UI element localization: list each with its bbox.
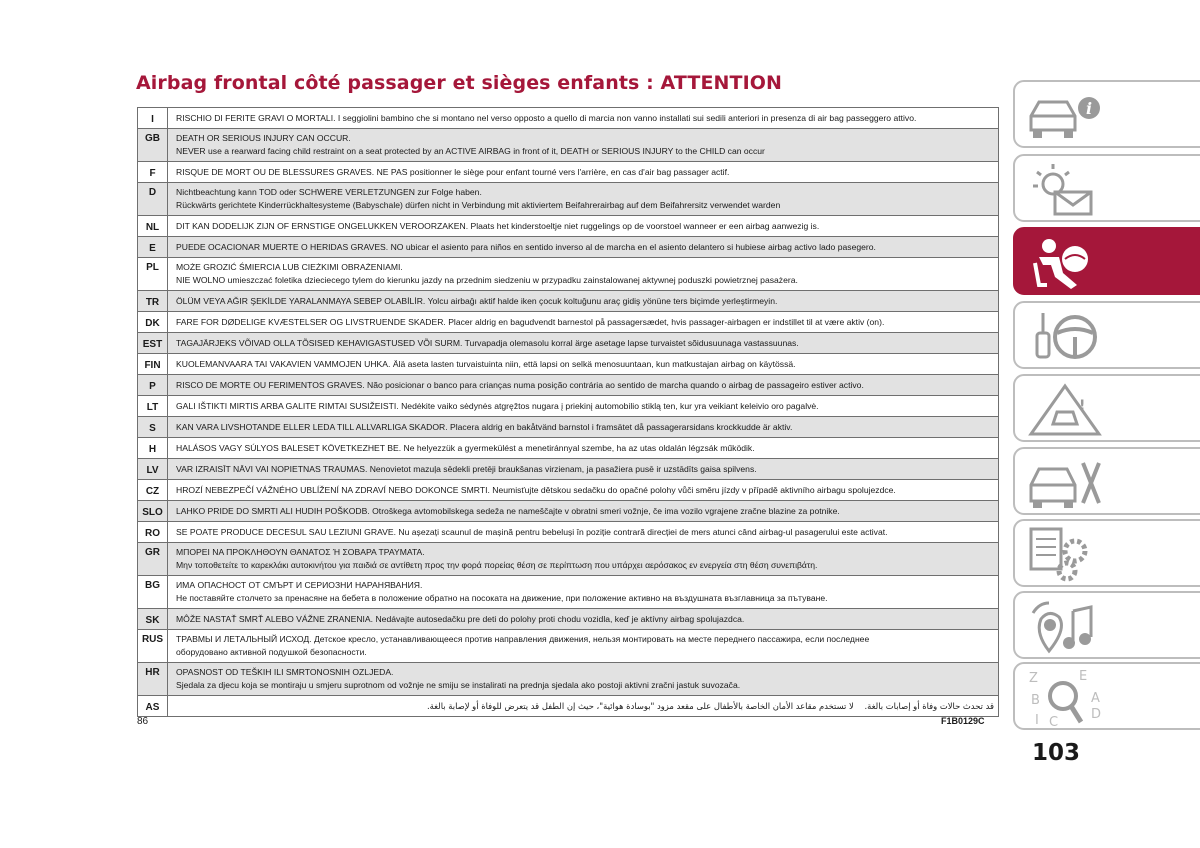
language-code: LT	[138, 396, 168, 417]
table-row	[138, 438, 999, 459]
car-info-icon	[1025, 86, 1105, 146]
warning-text	[168, 237, 999, 258]
svg-text:E: E	[1079, 669, 1088, 684]
warning-instruction: Rückwärts gerichtete Kinderrückhaltesysteme (Babyschale) dürfen nicht in Verbindung mit aktiviertem Beifahrerairbag auf dem Beifahrersitz verwendet warden	[176, 200, 781, 210]
language-code: E	[138, 237, 168, 258]
warning-text	[168, 183, 999, 216]
language-code: TR	[138, 291, 168, 312]
table-row	[138, 576, 999, 609]
warning-heading: Nichtbeachtung kann TOD oder SCHWERE VERLETZUNGEN zur Folge haben.	[176, 187, 482, 197]
side-tab-maintenance[interactable]	[1013, 519, 1200, 587]
airbag-passenger-icon	[1025, 233, 1105, 293]
language-code: HR	[138, 663, 168, 696]
key-steering-wheel-icon	[1025, 307, 1105, 367]
side-tab-safety-airbag[interactable]	[1013, 227, 1200, 295]
warning-text	[168, 630, 999, 663]
warning-text	[168, 696, 999, 717]
language-code: CZ	[138, 480, 168, 501]
warning-heading: ИМА ОПАСНОСТ ОТ СМЪРТ И СЕРИОЗНИ НАРАНЯВАНИЯ.	[176, 580, 423, 590]
svg-text:B: B	[1031, 693, 1040, 708]
warning-heading: قد تحدث حالات وفاة أو إصابات بالغة.	[864, 700, 994, 711]
warning-text	[168, 108, 999, 129]
language-code: EST	[138, 333, 168, 354]
table-row	[138, 543, 999, 576]
warning-heading: RISCO DE MORTE OU FERIMENTOS GRAVES.	[176, 379, 365, 390]
side-tab-index[interactable]	[1013, 662, 1200, 730]
figure-code: F1B0129C	[941, 716, 985, 726]
side-tab-warning-lights[interactable]	[1013, 374, 1200, 442]
table-row	[138, 312, 999, 333]
warning-instruction: I seggiolini bambino che si montano nel verso opposto a quello di marcia non vanno installati sui sedili anteriori in presenza di air bag passeggero attivo.	[337, 112, 917, 123]
table-row	[138, 183, 999, 216]
language-code: SK	[138, 609, 168, 630]
warning-heading: PUEDE OCACIONAR MUERTE O HERIDAS GRAVES.	[176, 241, 389, 252]
svg-text:Z: Z	[1029, 671, 1038, 686]
warning-text	[168, 162, 999, 183]
warning-text	[168, 576, 999, 609]
warning-text	[168, 375, 999, 396]
lights-message-icon	[1025, 160, 1105, 220]
warning-heading: FARE FOR DØDELIGE KVÆSTELSER OG LIVSTRUENDE SKADER.	[176, 316, 446, 327]
svg-text:!: !	[1079, 398, 1086, 414]
warning-text	[168, 609, 999, 630]
warning-text	[168, 501, 999, 522]
language-code: GR	[138, 543, 168, 576]
warning-table	[137, 107, 999, 717]
table-row	[138, 108, 999, 129]
warning-instruction: Nenovietot mazuļa sēdekli pretēji braukšanas virzienam, ja pasažiera pusē ir uzstādīts gaisa spilvens.	[369, 463, 757, 474]
warning-heading: HROZÍ NEBEZPEČÍ VÁŽNÉHO UBLÍŽENÍ NA ZDRAVÍ NEBO DOKONCE SMRTI.	[176, 484, 490, 495]
warning-heading: RISCHIO DI FERITE GRAVI O MORTALI.	[176, 112, 336, 123]
svg-text:i: i	[1086, 99, 1093, 118]
warning-text	[168, 396, 999, 417]
warning-heading: LAHKO PRIDE DO SMRTI ALI HUDIH POŠKODB.	[176, 505, 370, 516]
warning-instruction: Yolcu airbağı aktif halde iken çocuk koltuğunu araç gidiş yönüne ters biçimde yerleştirmeyin.	[427, 295, 778, 306]
warning-heading: KUOLEMANVAARA TAI VAKAVIEN VAMMOJEN UHKA.	[176, 358, 391, 369]
language-code: DK	[138, 312, 168, 333]
table-row	[138, 459, 999, 480]
warning-text	[168, 459, 999, 480]
warning-instruction: Placer aldrig en bagudvendt barnestol på passagersædet, hvis passager-airbagen er indstillet til at være aktiv (on).	[448, 316, 885, 327]
warning-instruction: Детское кресло, устанавливающееся против направления движения, нельзя монтировать на месте переднего пассажира, если последнее	[313, 634, 870, 644]
multimedia-icon	[1025, 597, 1105, 657]
warning-text	[168, 417, 999, 438]
table-row	[138, 216, 999, 237]
warning-instruction: Neumisťujte dětskou sedačku do opačné polohy vůči směru jízdy v případě aktivního airbagu spolujezdce.	[492, 484, 896, 495]
warning-heading: OPASNOST OD TEŠKIH ILI SMRTONOSNIH OZLJEDA.	[176, 667, 394, 677]
warning-instruction: Plaats het kinderstoeltje niet ruggelings op de voorstoel wanneer er een airbag aanwezig is.	[470, 220, 820, 231]
side-tab-vehicle-info[interactable]	[1013, 80, 1200, 148]
language-code: PL	[138, 258, 168, 291]
warning-instruction: NE PAS positionner le siège pour enfant tourné vers l'arrière, en cas d'air bag passager actif.	[376, 166, 730, 177]
gears-specs-icon	[1025, 525, 1105, 585]
warning-instruction: Nu așezați scaunul de mașină pentru bebeluși în poziție contrară direcției de mers atunci când airbag-ul pasagerului este activat.	[398, 526, 888, 537]
language-code: F	[138, 162, 168, 183]
warning-instruction: Μην τοποθετείτε το καρεκλάκι αυτοκινήτου για παιδιά σε αντίθετη προς την φορά πορείας θέση σε περίπτωση που υπάρχει αερόσακος εν ενεργεία στη θέση συνεπιβάτη.	[176, 560, 818, 570]
warning-text	[168, 129, 999, 162]
table-row	[138, 258, 999, 291]
language-code: P	[138, 375, 168, 396]
warning-text	[168, 333, 999, 354]
table-row	[138, 663, 999, 696]
warning-instruction: Otroškega avtomobilskega sedeža ne nameščajte v obratni smeri vožnje, če ima vozilo vgrajene zračne blazine za potnike.	[372, 505, 840, 516]
warning-heading: GALI IŠTIKTI MIRTIS ARBA GALITE RIMTAI SUSIŽEISTI.	[176, 400, 399, 411]
language-code: AS	[138, 696, 168, 717]
page-number-right: 103	[1032, 740, 1081, 766]
side-tab-emergency[interactable]	[1013, 447, 1200, 515]
warning-heading: HALÁSOS VAGY SÚLYOS BALESET KÖVETKEZHET BE.	[176, 442, 402, 453]
warning-heading: MOŻE GROZIĆ ŚMIERCIA LUB CIEŻKIMI OBRAŻENIAMI.	[176, 262, 403, 272]
warning-text	[168, 291, 999, 312]
warning-text	[168, 663, 999, 696]
warning-instruction: Sjedala za djecu koja se montiraju u smjeru suprotnom od vožnje ne smiju se instalirati na prednja sjedala ako postoji aktivni zračni jastuk suvozača.	[176, 680, 741, 690]
warning-heading: DIT KAN DODELIJK ZIJN OF ERNSTIGE ONGELUKKEN VEROORZAKEN.	[176, 220, 469, 231]
table-row	[138, 333, 999, 354]
warning-heading: SE POATE PRODUCE DECESUL SAU LEZIUNI GRAVE.	[176, 526, 396, 537]
warning-instruction: NIE WOLNO umieszczać foletika dzieciecego tylem do kierunku jazdy na przednim siedzeniu w przypadku zainstalowanej aktywnej poduszki powietrznej pasażera.	[176, 275, 798, 285]
warning-instruction: لا تستخدم مقاعد الأمان الخاصة بالأطفال على مقعد مزود "بوسادة هوائية"، حيث إن الطفل قد يتعرض للوفاة أو لإصابة بالغة.	[426, 700, 854, 711]
table-row	[138, 696, 999, 717]
language-code: NL	[138, 216, 168, 237]
side-tab-lights-messages[interactable]	[1013, 154, 1200, 222]
language-code: RUS	[138, 630, 168, 663]
warning-text	[168, 480, 999, 501]
svg-text:D: D	[1091, 707, 1102, 722]
language-code: SLO	[138, 501, 168, 522]
warning-text	[168, 438, 999, 459]
table-row	[138, 375, 999, 396]
svg-text:C: C	[1049, 715, 1059, 728]
table-row	[138, 354, 999, 375]
warning-text	[168, 522, 999, 543]
warning-heading: VAR IZRAISĪT NĀVI VAI NOPIETNAS TRAUMAS.	[176, 463, 368, 474]
page-title: Airbag frontal côté passager et sièges enfants : ATTENTION	[136, 72, 783, 94]
language-code: I	[138, 108, 168, 129]
warning-heading: MÔŽE NASTAŤ SMRŤ ALEBO VÁŽNE ZRANENIA.	[176, 613, 374, 624]
table-row	[138, 291, 999, 312]
side-tab-multimedia[interactable]	[1013, 591, 1200, 659]
language-code: D	[138, 183, 168, 216]
warning-instruction: Placera aldrig en bakåtvänd barnstol i framsätet då passagerarsidans krockkudde är aktiv.	[450, 421, 793, 432]
language-code: H	[138, 438, 168, 459]
svg-text:A: A	[1091, 691, 1100, 706]
warning-text	[168, 354, 999, 375]
language-code: FIN	[138, 354, 168, 375]
side-tab-starting-driving[interactable]	[1013, 301, 1200, 369]
warning-instruction: Nedėkite vaiko sėdynės atgręžtos nugara į priekinį automobilio stiklą ten, kur yra veikiant keleivio oro pagalvė.	[401, 400, 819, 411]
warning-heading: RISQUE DE MORT OU DE BLESSURES GRAVES.	[176, 166, 375, 177]
warning-text	[168, 216, 999, 237]
language-code: BG	[138, 576, 168, 609]
warning-instruction: Não posicionar o banco para crianças numa posição contrária ao sentido de marcha quando o airbag de passageiro estiver activo.	[367, 379, 864, 390]
table-row	[138, 396, 999, 417]
warning-heading: DEATH OR SERIOUS INJURY CAN OCCUR.	[176, 133, 351, 143]
warning-heading: TAGAJÄRJEKS VÕIVAD OLLA TÕSISED KEHAVIGASTUSED VÕI SURM.	[176, 337, 463, 348]
table-row	[138, 630, 999, 663]
language-code: GB	[138, 129, 168, 162]
language-code: S	[138, 417, 168, 438]
table-row	[138, 237, 999, 258]
warning-instruction-continued: оборудовано активной подушкой безопасности.	[176, 647, 367, 657]
warning-instruction: NO ubicar el asiento para niños en sentido inverso al de marcha en el asiento delantero si hubiese airbag activo lado pasegero.	[390, 241, 876, 252]
warning-text	[168, 543, 999, 576]
language-code: LV	[138, 459, 168, 480]
warning-heading: ТРАВМЫ И ЛЕТАЛЬНЫЙ ИСХОД.	[176, 634, 312, 644]
language-code: RO	[138, 522, 168, 543]
warning-text	[168, 312, 999, 333]
warning-instruction: Älä aseta lasten turvaistuinta niin, että lapsi on selkä menosuuntaan, kun matkustajan airbag on käytössä.	[392, 358, 796, 369]
warning-text	[168, 258, 999, 291]
table-row	[138, 609, 999, 630]
warning-heading: ΜΠΟΡΕΙ ΝΑ ΠΡΟΚΛΗΘΟΥΝ ΘΑΝΑΤΟΣ Ή ΣΟΒΑΡΑ ΤΡΑΥΜΑΤΑ.	[176, 547, 425, 557]
warning-triangle-icon	[1025, 380, 1105, 440]
car-tools-icon	[1025, 453, 1105, 513]
table-row	[138, 522, 999, 543]
table-row	[138, 501, 999, 522]
warning-instruction: Nedávajte autosedačku pre deti do polohy proti chodu vozidla, keď je aktívny airbag spolujazdca.	[375, 613, 745, 624]
warning-instruction: Turvapadja olemasolu korral ärge asetage lapse turvaistet sõidusuunaga vastassuunas.	[464, 337, 799, 348]
svg-text:I: I	[1035, 713, 1039, 728]
warning-instruction: NEVER use a rearward facing child restraint on a seat protected by an ACTIVE AIRBAG in front of it, DEATH or SERIOUS INJURY to the CHILD can occur	[176, 146, 765, 156]
warning-heading: KAN VARA LIVSHOTANDE ELLER LEDA TILL ALLVARLIGA SKADOR.	[176, 421, 448, 432]
index-letters-icon	[1025, 668, 1105, 728]
table-row	[138, 417, 999, 438]
warning-instruction: Не поставяйте столчето за пренасяне на бебета в положение обратно на посоката на движение, при положение активно на въздушната възглавница за пътуване.	[176, 593, 828, 603]
warning-heading: ÖLÜM VEYA AĞIR ŞEKİLDE YARALANMAYA SEBEP OLABİLİR.	[176, 295, 426, 306]
table-row	[138, 480, 999, 501]
warning-instruction: Ne helyezzük a gyermekülést a menetiránnyal szembe, ha az utas oldalán légzsák működik.	[403, 442, 755, 453]
page-number-left: 86	[137, 716, 149, 727]
table-row	[138, 129, 999, 162]
table-row	[138, 162, 999, 183]
